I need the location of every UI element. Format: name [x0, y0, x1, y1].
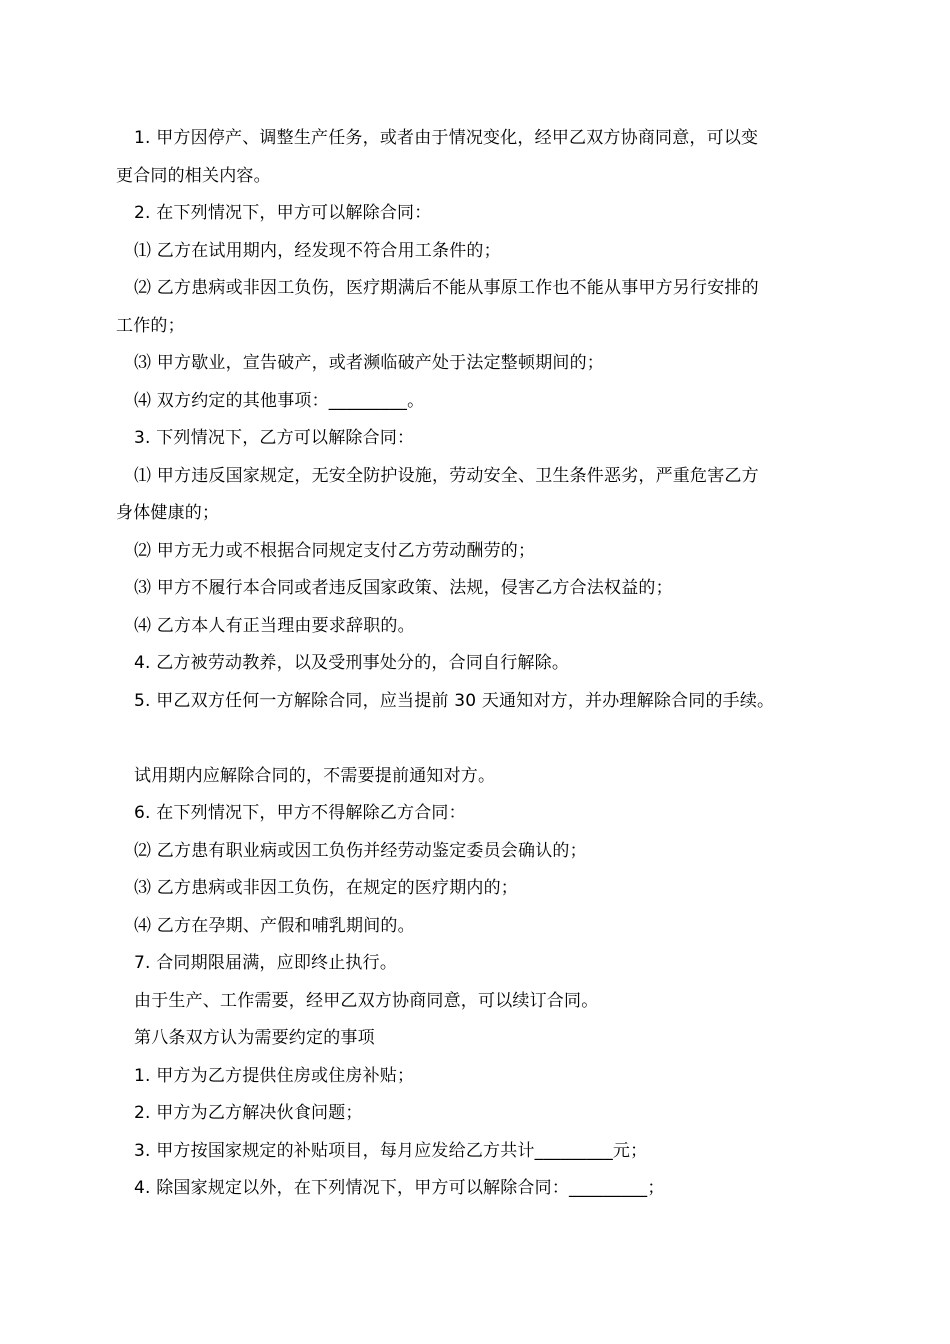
clause-line: 试用期内应解除合同的，不需要提前通知对方。 [134, 765, 496, 786]
clause-line: 6. 在下列情况下，甲方不得解除乙方合同： [134, 803, 466, 823]
clause-line: 3. 下列情况下，乙方可以解除合同： [134, 428, 415, 448]
section-heading: 第八条双方认为需要约定的事项 [134, 1028, 375, 1048]
clause-line: ⑵ 甲方无力或不根据合同规定支付乙方劳动酬劳的； [134, 540, 536, 561]
clause-line: 工作的； [116, 315, 185, 336]
clause-line: 身体健康的； [116, 503, 220, 523]
clause-line: ⑶ 甲方歇业，宣告破产，或者濒临破产处于法定整顿期间的； [134, 353, 605, 373]
clause-line: 1. 甲方为乙方提供住房或住房补贴； [134, 1065, 415, 1086]
clause-line: 2. 在下列情况下，甲方可以解除合同： [134, 203, 432, 223]
clause-line: ⑴ 甲方违反国家规定，无安全防护设施，劳动安全、卫生条件恶劣，严重危害乙方 [134, 465, 759, 486]
clause-line: 2. 甲方为乙方解决伙食问题； [134, 1103, 363, 1123]
clause-line: ⑵ 乙方患病或非因工负伤，医疗期满后不能从事原工作也不能从事甲方另行安排的 [134, 278, 759, 298]
clause-line: 5. 甲乙双方任何一方解除合同，应当提前 30 天通知对方，并办理解除合同的手续。 [134, 690, 775, 711]
clause-line: ⑷ 乙方在孕期、产假和哺乳期间的。 [134, 915, 415, 936]
clause-line: 更合同的相关内容。 [116, 165, 271, 186]
clause-line: ⑷ 双方约定的其他事项：_________。 [134, 390, 425, 411]
clause-line: 7. 合同期限届满，应即终止执行。 [134, 953, 398, 973]
clause-line: 3. 甲方按国家规定的补贴项目，每月应发给乙方共计_________元； [134, 1140, 648, 1161]
clause-line: ⑴ 乙方在试用期内，经发现不符合用工条件的； [134, 240, 501, 261]
clause-line: 1. 甲方因停产、调整生产任务，或者由于情况变化，经甲乙双方协商同意，可以变 [134, 128, 759, 148]
clause-line: 4. 乙方被劳动教养，以及受刑事处分的，合同自行解除。 [134, 653, 570, 673]
clause-line: ⑶ 甲方不履行本合同或者违反国家政策、法规，侵害乙方合法权益的； [134, 578, 673, 598]
clause-line: ⑶ 乙方患病或非因工负伤，在规定的医疗期内的； [134, 878, 519, 898]
blank-line [116, 720, 836, 758]
document-body [116, 120, 836, 1208]
clause-line: 4. 除国家规定以外，在下列情况下，甲方可以解除合同：_________； [134, 1178, 665, 1198]
clause-line: ⑵ 乙方患有职业病或因工负伤并经劳动鉴定委员会确认的； [134, 840, 587, 861]
clause-line: ⑷ 乙方本人有正当理由要求辞职的。 [134, 615, 415, 636]
clause-line: 由于生产、工作需要，经甲乙双方协商同意，可以续订合同。 [134, 990, 599, 1011]
